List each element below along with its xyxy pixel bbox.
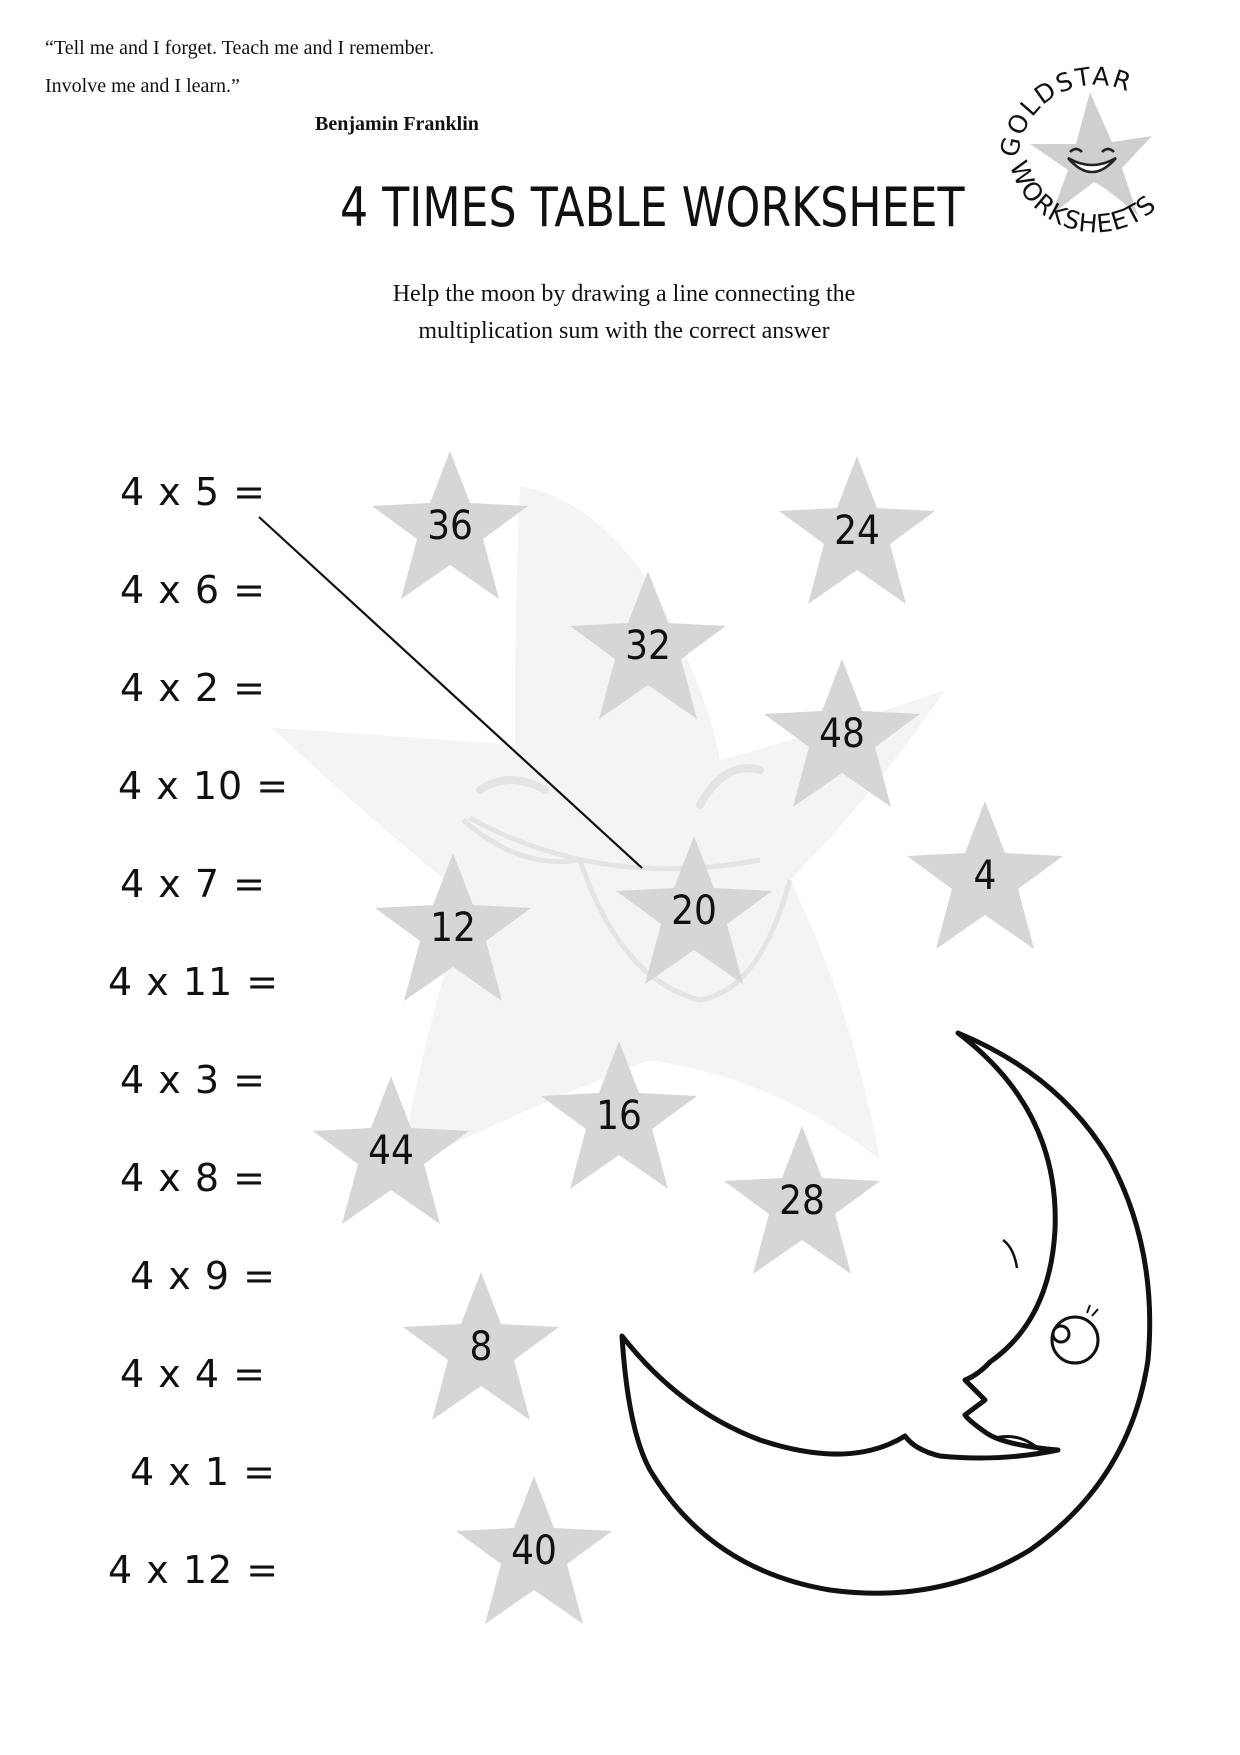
equation-item[interactable]: 4 x 9 =	[130, 1254, 276, 1298]
answer-value: 20	[671, 888, 717, 934]
quote-author: Benjamin Franklin	[315, 113, 479, 135]
answer-value: 24	[834, 508, 880, 554]
answer-value: 12	[430, 905, 476, 951]
equation-item[interactable]: 4 x 4 =	[120, 1352, 266, 1396]
answer-value: 44	[368, 1128, 414, 1174]
equation-item[interactable]: 4 x 8 =	[120, 1156, 266, 1200]
equation-item[interactable]: 4 x 6 =	[120, 568, 266, 612]
answer-value: 36	[427, 503, 473, 549]
quote-line-1: “Tell me and I forget. Teach me and I remember.	[45, 37, 435, 59]
equation-item[interactable]: 4 x 7 =	[120, 862, 266, 906]
answer-value: 16	[596, 1093, 642, 1139]
equation-item[interactable]: 4 x 11 =	[108, 960, 280, 1004]
equation-item[interactable]: 4 x 10 =	[118, 764, 290, 808]
equation-item[interactable]: 4 x 3 =	[120, 1058, 266, 1102]
answer-value: 48	[819, 711, 865, 757]
svg-text:GOLDSTAR: GOLDSTAR	[994, 61, 1137, 160]
answer-value: 40	[511, 1528, 557, 1574]
equation-item[interactable]: 4 x 5 =	[120, 470, 266, 514]
equation-item[interactable]: 4 x 2 =	[120, 666, 266, 710]
equation-item[interactable]: 4 x 1 =	[130, 1450, 276, 1494]
quote-line-2: Involve me and I learn.”	[45, 75, 240, 97]
answer-value: 28	[779, 1178, 825, 1224]
answer-value: 4	[973, 853, 997, 899]
page-title: 4 TIMES TABLE WORKSHEET	[340, 176, 965, 239]
svg-text:WORKSHEETS: WORKSHEETS	[1003, 156, 1162, 239]
instructions-line-1: Help the moon by drawing a line connecting the	[392, 281, 856, 307]
equation-item[interactable]: 4 x 12 =	[108, 1548, 280, 1592]
answer-value: 8	[469, 1324, 493, 1370]
answer-value: 32	[625, 623, 671, 669]
instructions-line-2: multiplication sum with the correct answer	[418, 318, 830, 344]
